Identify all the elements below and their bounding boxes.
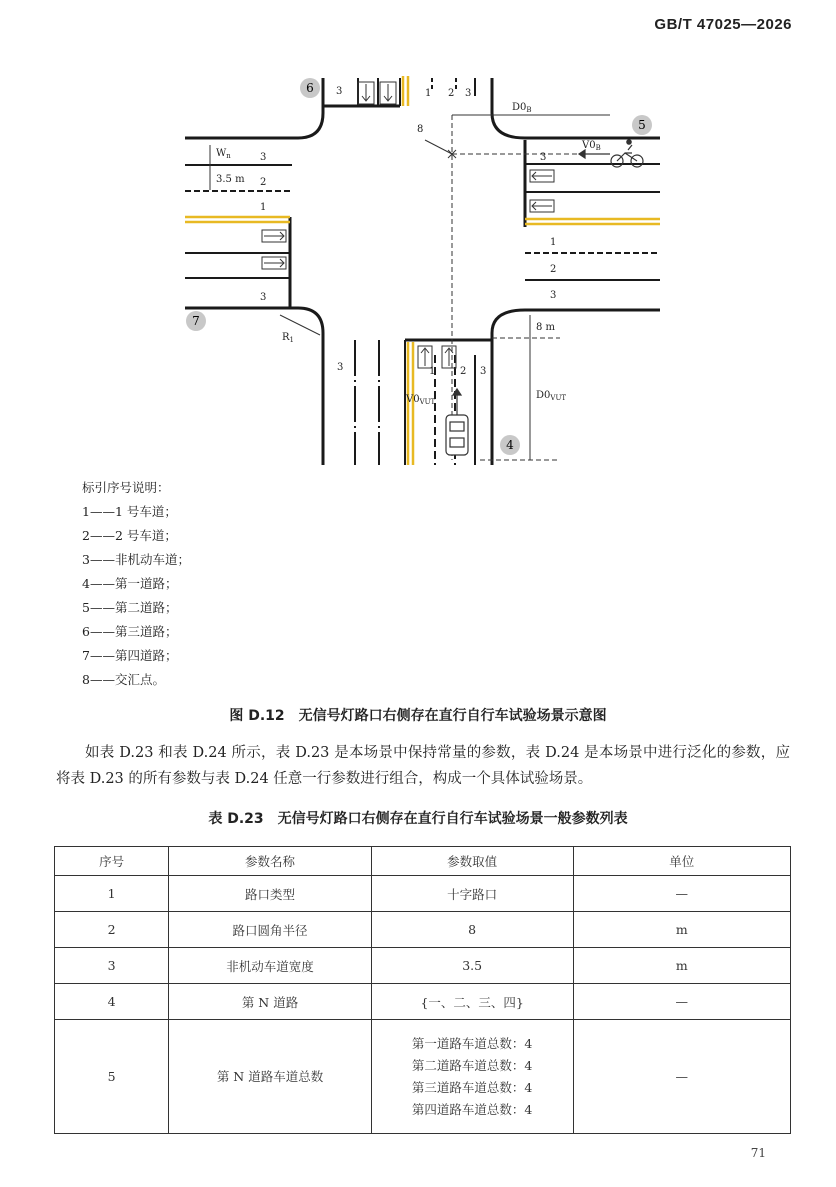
- road-circle-7: [186, 311, 206, 331]
- legend-item: 1——1 号车道；: [82, 504, 177, 519]
- table-row: [55, 984, 791, 1020]
- intersection-diagram: [180, 70, 670, 465]
- lane-label: 3: [465, 88, 472, 99]
- cell-unit: —: [573, 876, 790, 912]
- cell-unit: —: [573, 984, 790, 1020]
- v0vut-label: $V0_{VUT}$: [406, 394, 436, 406]
- width-label: $W_n$: [216, 148, 231, 160]
- right-yellow: [525, 219, 660, 224]
- lane-label: 3: [480, 366, 487, 377]
- cell-name: 路口圆角半径: [169, 912, 372, 948]
- lane-label: 1: [429, 366, 436, 377]
- table-header-row: [55, 847, 791, 876]
- cell-no: 4: [55, 984, 169, 1020]
- svg-text:7: 7: [192, 314, 200, 328]
- page-number: 71: [750, 1146, 766, 1160]
- svg-text:4: 4: [506, 438, 514, 452]
- lane-count-line: 第四道路车道总数：4: [411, 1101, 533, 1117]
- lane-label: 3: [260, 152, 267, 163]
- lane-label: 2: [448, 88, 455, 99]
- cell-name: 非机动车道宽度: [169, 948, 372, 984]
- table-caption: 表 D.23 无信号灯路口右侧存在直行自行车试验场景一般参数列表: [208, 811, 628, 827]
- lane-label: 2: [460, 366, 467, 377]
- cell-unit: —: [573, 1020, 790, 1134]
- table-row: [55, 948, 791, 984]
- header-value: 参数取值: [371, 847, 573, 876]
- legend-item: 8——交汇点。: [82, 672, 165, 687]
- table-row: [55, 912, 791, 948]
- standard-code: GB/T 47025—2026: [654, 16, 792, 33]
- body-paragraph: 如表 D.23 和表 D.24 所示，表 D.23 是本场景中保持常量的参数，表 D.24 是本场景中进行泛化的参数，应将表 D.23 的所有参数与表 D.24 任意一行参数进行组合，构成一个具体试验场景。: [56, 745, 790, 787]
- lane-label: 1: [260, 202, 267, 213]
- svg-text:5: 5: [638, 118, 646, 132]
- legend-item: 2——2 号车道；: [82, 528, 177, 543]
- parameter-table: [54, 846, 791, 1134]
- road-circle-4: [500, 435, 520, 455]
- lane-label: 3: [336, 86, 343, 97]
- d0b-label: $D0_B$: [512, 102, 532, 114]
- legend: [82, 476, 190, 692]
- radius-label: $R_1$: [282, 332, 294, 344]
- cell-no: 2: [55, 912, 169, 948]
- legend-item: 6——第三道路；: [82, 624, 178, 639]
- legend-item: 5——第二道路；: [82, 600, 178, 615]
- cell-value: 3.5: [371, 948, 573, 984]
- header-no: 序号: [55, 847, 169, 876]
- vut-arrow: [453, 389, 461, 415]
- lane-count-line: 第一道路车道总数：4: [411, 1035, 533, 1051]
- bike-arrow: [579, 150, 610, 158]
- lane-label: 2: [260, 177, 267, 188]
- cell-value: 8: [371, 912, 573, 948]
- dimension-lines: [210, 115, 610, 460]
- d0vut-label: $D0_{VUT}$: [536, 390, 567, 402]
- cell-value-multiline: [371, 1020, 573, 1134]
- lane-label: 3: [337, 362, 344, 373]
- left-yellow: [185, 217, 290, 222]
- cell-no: 3: [55, 948, 169, 984]
- lane-label: 2: [550, 264, 557, 275]
- cell-no: 5: [55, 1020, 169, 1134]
- lane-label: 1: [425, 88, 432, 99]
- road-circle-6: [300, 78, 320, 98]
- header-name: 参数名称: [169, 847, 372, 876]
- lane-arrows: [262, 82, 557, 368]
- cell-name: 第 N 道路车道总数: [169, 1020, 372, 1134]
- cell-value: 十字路口: [371, 876, 573, 912]
- width-value: 3.5 m: [216, 174, 245, 185]
- lane-label: 3: [540, 152, 547, 163]
- conflict-leader: [425, 140, 452, 154]
- lane-label: 1: [550, 237, 557, 248]
- road-edges: [185, 78, 660, 465]
- cell-value: {一、二、三、四}: [371, 984, 573, 1020]
- cell-name: 第 N 道路: [169, 984, 372, 1020]
- car-icon: [446, 415, 468, 455]
- cell-name: 路口类型: [169, 876, 372, 912]
- conflict-point-label: 8: [417, 124, 424, 135]
- road-circle-5: [632, 115, 652, 135]
- table-row: [55, 876, 791, 912]
- v0b-label: $V0_B$: [582, 140, 601, 152]
- bicycle-icon: [611, 140, 643, 167]
- header-unit: 单位: [573, 847, 790, 876]
- legend-item: 3——非机动车道；: [82, 552, 190, 567]
- lane-labels: [260, 86, 556, 377]
- eight-m-label: 8 m: [536, 322, 556, 333]
- cell-unit: m: [573, 912, 790, 948]
- cell-no: 1: [55, 876, 169, 912]
- lane-count-line: 第二道路车道总数：4: [411, 1057, 533, 1073]
- figure-caption: 图 D.12 无信号灯路口右侧存在直行自行车试验场景示意图: [229, 708, 607, 724]
- lane-count-line: 第三道路车道总数：4: [411, 1079, 533, 1095]
- cell-unit: m: [573, 948, 790, 984]
- lane-label: 3: [260, 292, 267, 303]
- legend-title: 标引序号说明：: [82, 480, 170, 495]
- legend-item: 4——第一道路；: [82, 576, 178, 591]
- corner-bottom-left: [185, 308, 323, 465]
- svg-text:6: 6: [306, 81, 314, 95]
- lane-label: 3: [550, 290, 557, 301]
- table-row: [55, 1020, 791, 1134]
- legend-item: 7——第四道路；: [82, 648, 178, 663]
- top-yellow: [403, 76, 408, 106]
